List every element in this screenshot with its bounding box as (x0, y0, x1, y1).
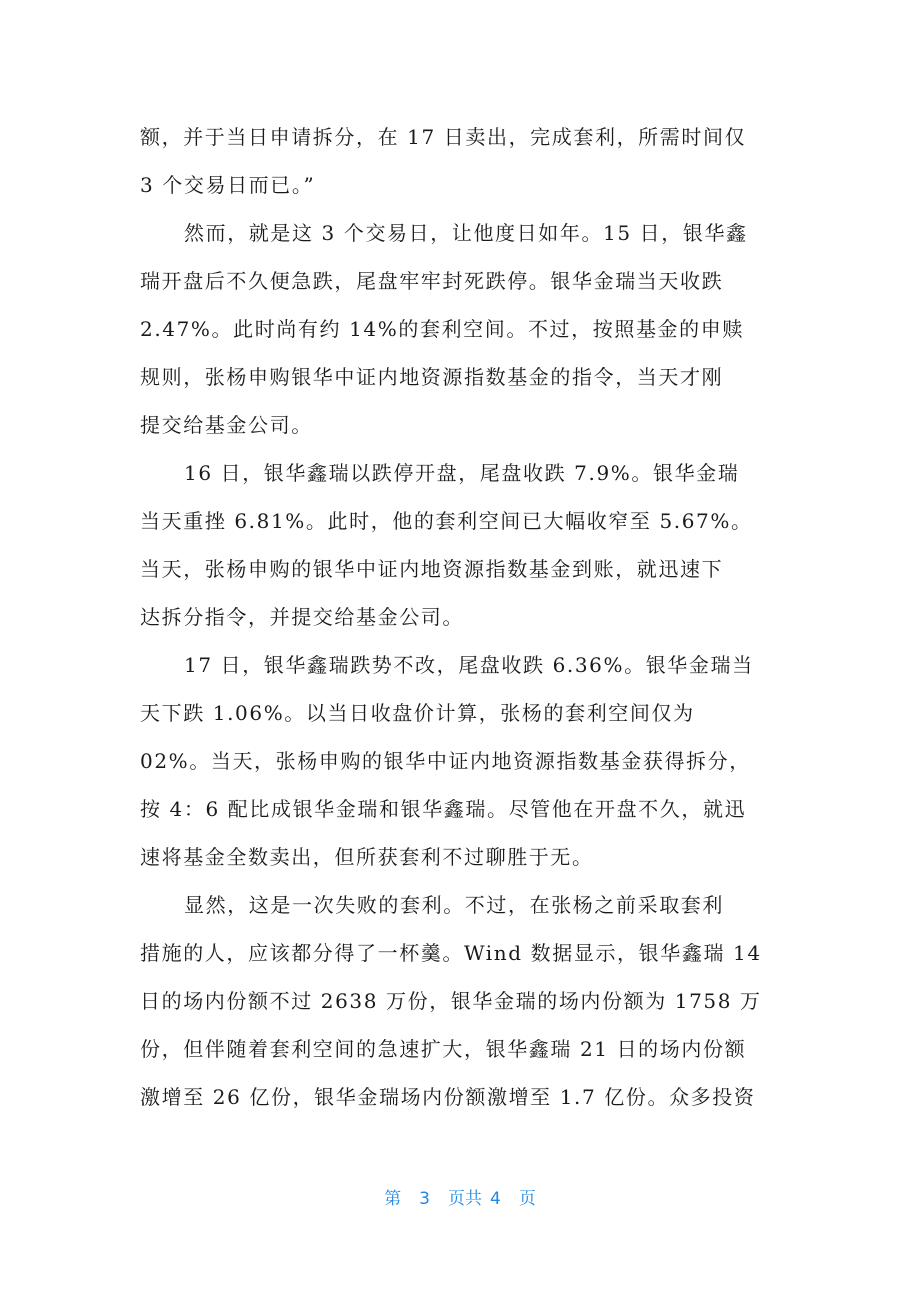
body-text (140, 118, 780, 1126)
paragraph-start-line: 17 日，银华鑫瑞跌势不改，尾盘收跌 6.36%。银华金瑞当 (184, 653, 754, 677)
text-line: 日的场内份额不过 2638 万份，银华金瑞的场内份额为 1758 万 (140, 989, 762, 1013)
text-line: 份，但伴随着套利空间的急速扩大，银华鑫瑞 21 日的场内份额 (140, 1037, 747, 1061)
text-line: 措施的人，应该都分得了一杯羹。Wind 数据显示，银华鑫瑞 14 (140, 941, 762, 965)
text-line: 02%。当天，张杨申购的银华中证内地资源指数基金获得拆分， (140, 749, 751, 773)
text-line: 当天重挫 6.81%。此时，他的套利空间已大幅收窄至 5.67%。 (140, 509, 753, 533)
text-line: 额，并于当日申请拆分，在 17 日卖出，完成套利，所需时间仅 (140, 125, 747, 149)
text-line: 规则，张杨申购银华中证内地资源指数基金的指令，当天才刚 (140, 365, 724, 389)
text-line: 3 个交易日而已。” (140, 173, 316, 197)
paragraph-start-line: 显然，这是一次失败的套利。不过，在张杨之前采取套利 (184, 893, 724, 917)
text-line: 达拆分指令，并提交给基金公司。 (140, 605, 464, 629)
text-line: 瑞开盘后不久便急跌，尾盘牢牢封死跌停。银华金瑞当天收跌 (140, 269, 724, 293)
paragraph-start-line: 16 日，银华鑫瑞以跌停开盘，尾盘收跌 7.9%。银华金瑞 (184, 461, 740, 485)
paragraph-start-line: 然而，就是这 3 个交易日，让他度日如年。15 日，银华鑫 (184, 221, 748, 245)
total-pages-number: 4 (490, 1189, 501, 1209)
footer-suffix: 页 (518, 1189, 536, 1209)
text-line: 激增至 26 亿份，银华金瑞场内份额激增至 1.7 亿份。众多投资 (140, 1085, 756, 1109)
page-footer (0, 1184, 920, 1209)
text-line: 按 4：6 配比成银华金瑞和银华鑫瑞。尽管他在开盘不久，就迅 (140, 797, 747, 821)
current-page-number: 3 (419, 1189, 430, 1209)
footer-middle: 页共 (448, 1189, 482, 1209)
footer-prefix: 第 (384, 1189, 402, 1209)
text-line: 速将基金全数卖出，但所获套利不过聊胜于无。 (140, 845, 594, 869)
text-line: 天下跌 1.06%。以当日收盘价计算，张杨的套利空间仅为 (140, 701, 695, 725)
text-line: 2.47%。此时尚有约 14%的套利空间。不过，按照基金的申赎 (140, 317, 744, 341)
text-line: 提交给基金公司。 (140, 413, 313, 437)
text-line: 当天，张杨申购的银华中证内地资源指数基金到账，就迅速下 (140, 557, 724, 581)
